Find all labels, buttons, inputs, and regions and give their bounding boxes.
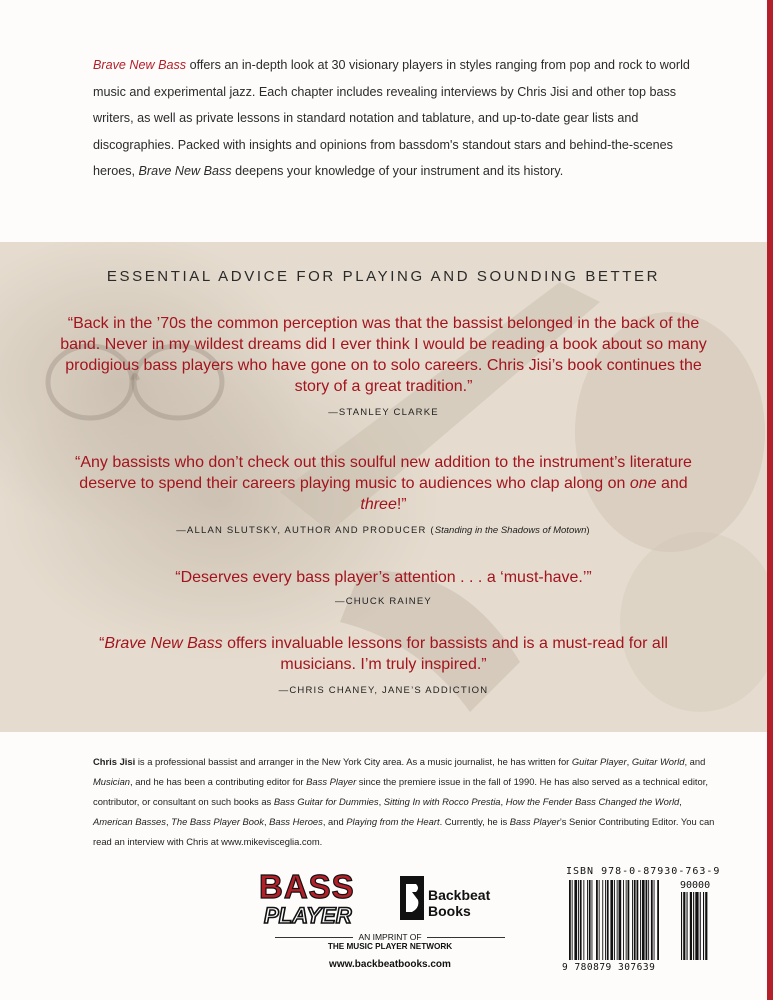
- barcode-bar: [617, 880, 618, 960]
- backbeat-word: Backbeat: [428, 887, 491, 903]
- barcode-addon-bar: [690, 892, 692, 960]
- barcode-bar: [632, 880, 633, 960]
- barcode-bar: [619, 880, 622, 960]
- barcode-bar: [578, 880, 579, 960]
- barcode-bar: [614, 880, 615, 960]
- intro-book-title: Brave New Bass: [93, 58, 187, 72]
- barcode-bar: [599, 880, 600, 960]
- intro-book-title-2: Brave New Bass: [138, 164, 232, 178]
- barcode-bar: [583, 880, 584, 960]
- imprint-rule-right: [427, 937, 505, 938]
- attribution-slutsky: —ALLAN SLUTSKY, AUTHOR AND PRODUCER (Standing in the Shadows of Motown): [176, 525, 591, 536]
- barcode-bar: [626, 880, 627, 960]
- author-bio: Chris Jisi is a professional bassist and arranger in the New York City area. As a music journalist, he has written for Guitar Player, Guitar World, and Musician, and he has been a contributing editor for Bass Player since the premiere issue in the fall of 1990. He has also served as a technical editor, contributor, or consultant on such books as Bass Guitar for Dummies, Sitting In with Rocco Prestia, How the Fender Bass Changed the World, American Basses, The Bass Player Book, Bass Heroes, and Playing from the Heart. Currently, he is Bass Player’s Senior Contributing Editor. You can read an interview with Chris at www.mikevisceglia.com.: [93, 756, 715, 847]
- barcode-bar: [637, 880, 639, 960]
- imprint-of-text: AN IMPRINT OF: [358, 932, 422, 942]
- barcode-addon-bar: [695, 892, 698, 960]
- barcode-bar: [651, 880, 653, 960]
- barcode-addon-bar: [703, 892, 704, 960]
- barcode-bar: [569, 880, 571, 960]
- barcode-bar: [623, 880, 624, 960]
- quote-clarke: “Back in the ’70s the common perception was that the bassist belonged in the back of the band. Never in my wildest dreams did I ever think I would be reading a book about so many prodigious bass players who have gone on to solo careers. Chris Jisi’s book continues the story of a great tradition.”: [60, 315, 707, 395]
- barcode-bar: [605, 880, 606, 960]
- barcode-bar: [642, 880, 645, 960]
- advice-heading: ESSENTIAL ADVICE FOR PLAYING AND SOUNDING BETTER: [106, 268, 661, 285]
- quote-chaney: “Brave New Bass offers invaluable lessons for bassists and is a must-read for all musicians. I’m truly inspired.”: [99, 635, 668, 673]
- barcode-bar: [610, 880, 613, 960]
- quote-rainey: “Deserves every bass player’s attention . . . a ‘must-have.’”: [175, 569, 592, 586]
- barcode-addon-bar: [693, 892, 694, 960]
- barcode-bar: [592, 880, 593, 960]
- intro-paragraph: Brave New Bass offers an in-depth look at 30 visionary players in styles ranging from pop and rock to world music and experimental jazz. Each chapter includes revealing interviews by Chris Jisi and other top bass writers, as well as private lessons in standard notation and tablature, and up-to-date gear lists and discographies. Packed with insights and opinions from bassdom's standout stars and behind-the-scenes heroes, Brave New Bass deepens your knowledge of your instrument and its history.: [93, 58, 690, 178]
- attribution-rainey: —CHUCK RAINEY: [335, 596, 432, 607]
- attribution-clarke: —STANLEY CLARKE: [328, 407, 439, 418]
- barcode-bar: [646, 880, 648, 960]
- bass-logo-word: BASS: [259, 868, 355, 905]
- barcode-bar: [596, 880, 598, 960]
- red-spine-edge: [767, 0, 773, 1000]
- imprint-block: [275, 932, 505, 970]
- barcode-bar: [634, 880, 636, 960]
- publisher-website: www.backbeatbooks.com: [329, 959, 451, 970]
- backbeat-books-logo: [398, 872, 518, 928]
- barcode-bar: [640, 880, 641, 960]
- barcode-addon-bar: [700, 892, 701, 960]
- barcode-bar: [648, 880, 649, 960]
- imprint-network: THE MUSIC PLAYER NETWORK: [327, 942, 453, 951]
- imprint-rule-left: [275, 937, 353, 938]
- barcode-bar: [657, 880, 659, 960]
- attribution-chaney: —CHRIS CHANEY, JANE’S ADDICTION: [278, 685, 489, 696]
- player-logo-word: PLAYER: [264, 903, 352, 928]
- barcode-addon-bar: [681, 892, 682, 960]
- barcode-bar: [602, 880, 603, 960]
- barcode-bar: [607, 880, 609, 960]
- isbn-label: ISBN 978-0-87930-763-9: [566, 866, 721, 877]
- barcode-bar: [654, 880, 655, 960]
- barcode-bar: [628, 880, 630, 960]
- price-code: 90000: [680, 880, 711, 891]
- books-word: Books: [428, 903, 471, 919]
- barcode-addon-bar: [683, 892, 685, 960]
- bass-player-logo: [255, 868, 397, 928]
- barcode-bar: [572, 880, 573, 960]
- barcode-bar: [574, 880, 577, 960]
- barcode-number: 9 780879 307639: [562, 962, 656, 973]
- author-name: Chris Jisi: [93, 756, 136, 767]
- quote-slutsky: “Any bassists who don’t check out this soulful new addition to the instrument’s literature deserve to spend their careers playing music to audiences who clap along on one and three!”: [75, 454, 692, 513]
- isbn-barcode: [567, 880, 717, 964]
- barcode-addon-bar: [687, 892, 688, 960]
- barcode-addon-bar: [705, 892, 707, 960]
- barcode-bar: [580, 880, 582, 960]
- barcode-bar: [587, 880, 588, 960]
- barcode-bar: [589, 880, 591, 960]
